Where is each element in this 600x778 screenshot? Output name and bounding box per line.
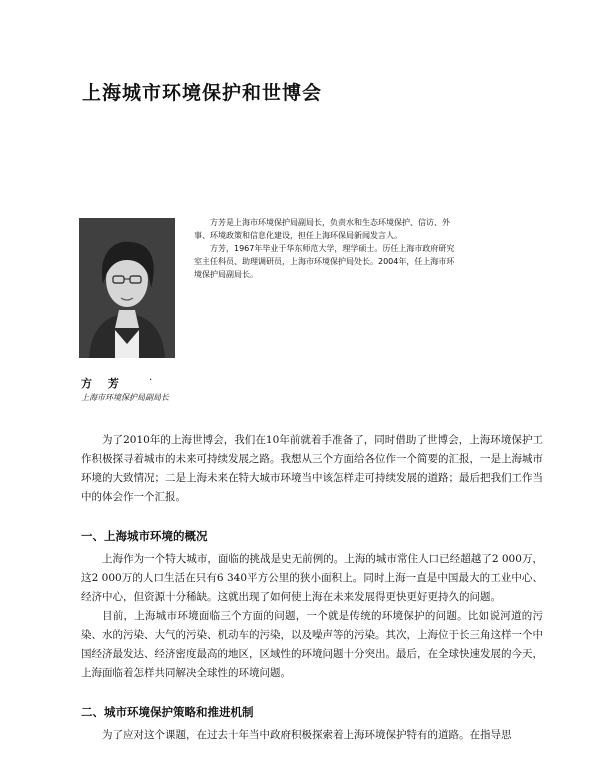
- intro-paragraph: 为了2010年的上海世博会，我们在10年前就着手准备了，同时借助了世博会，上海环境保护工作积极探寻着城市的未来可持续发展之路。我想从三个方面给各位作一个简要的汇报，一是上海城市环境的大致情况；二是上海未来在特大城市环境当中该怎样走可持续发展的道路；最后把我们工作当中的体会作一个汇报。: [81, 434, 543, 503]
- stray-mark: .: [149, 372, 153, 383]
- author-bio: [194, 216, 456, 281]
- page-title: 上海城市环境保护和世博会: [82, 82, 323, 104]
- section-2-text: [81, 726, 543, 745]
- section-1-text: [81, 550, 543, 683]
- author-role: 上海市环境保护局副局长: [81, 393, 169, 402]
- section-heading-2: 二、城市环境保护策略和推进机制: [81, 705, 254, 719]
- bio-paragraph: 方芳，1967年毕业于华东师范大学，理学硕士。历任上海市政府研究室主任科员、助理调研员，上海市环境保护局处长。2004年，任上海市环境保护局副局长。: [194, 244, 455, 279]
- bio-paragraph: 方芳是上海市环境保护局副局长，负责水和生态环境保护、信访、外事、环境政策和信息化建设，担任上海环保局新闻发言人。: [194, 218, 450, 240]
- section-heading-1: 一、上海城市环境的概况: [81, 529, 208, 543]
- body-paragraph: 上海作为一个特大城市，面临的挑战是史无前例的。上海的城市常住人口已经超越了2 000万，这2 000万的人口生活在只有6 340平方公里的狭小面积上。同时上海一直是中国最大的工业中心、经济中心，但资源十分稀缺。这就出现了如何使上海在未来发展得更快更好更持久的问题。: [81, 553, 543, 603]
- body-paragraph: 目前，上海城市环境面临三个方面的问题，一个就是传统的环境保护的问题。比如说河道的污染、水的污染、大气的污染、机动车的污染，以及噪声等的污染。其次，上海位于长三角这样一个中国经济最发达、经济密度最高的地区，区域性的环境问题十分突出。最后，在全球快速发展的今天，上海面临着怎样共同解决全球性的环境问题。: [81, 610, 543, 679]
- intro-text: [81, 431, 543, 507]
- author-name: 方 芳: [81, 377, 125, 390]
- portrait-photo: [79, 218, 175, 358]
- body-paragraph: 为了应对这个课题，在过去十年当中政府积极探索着上海环境保护特有的道路。在指导思: [102, 729, 512, 741]
